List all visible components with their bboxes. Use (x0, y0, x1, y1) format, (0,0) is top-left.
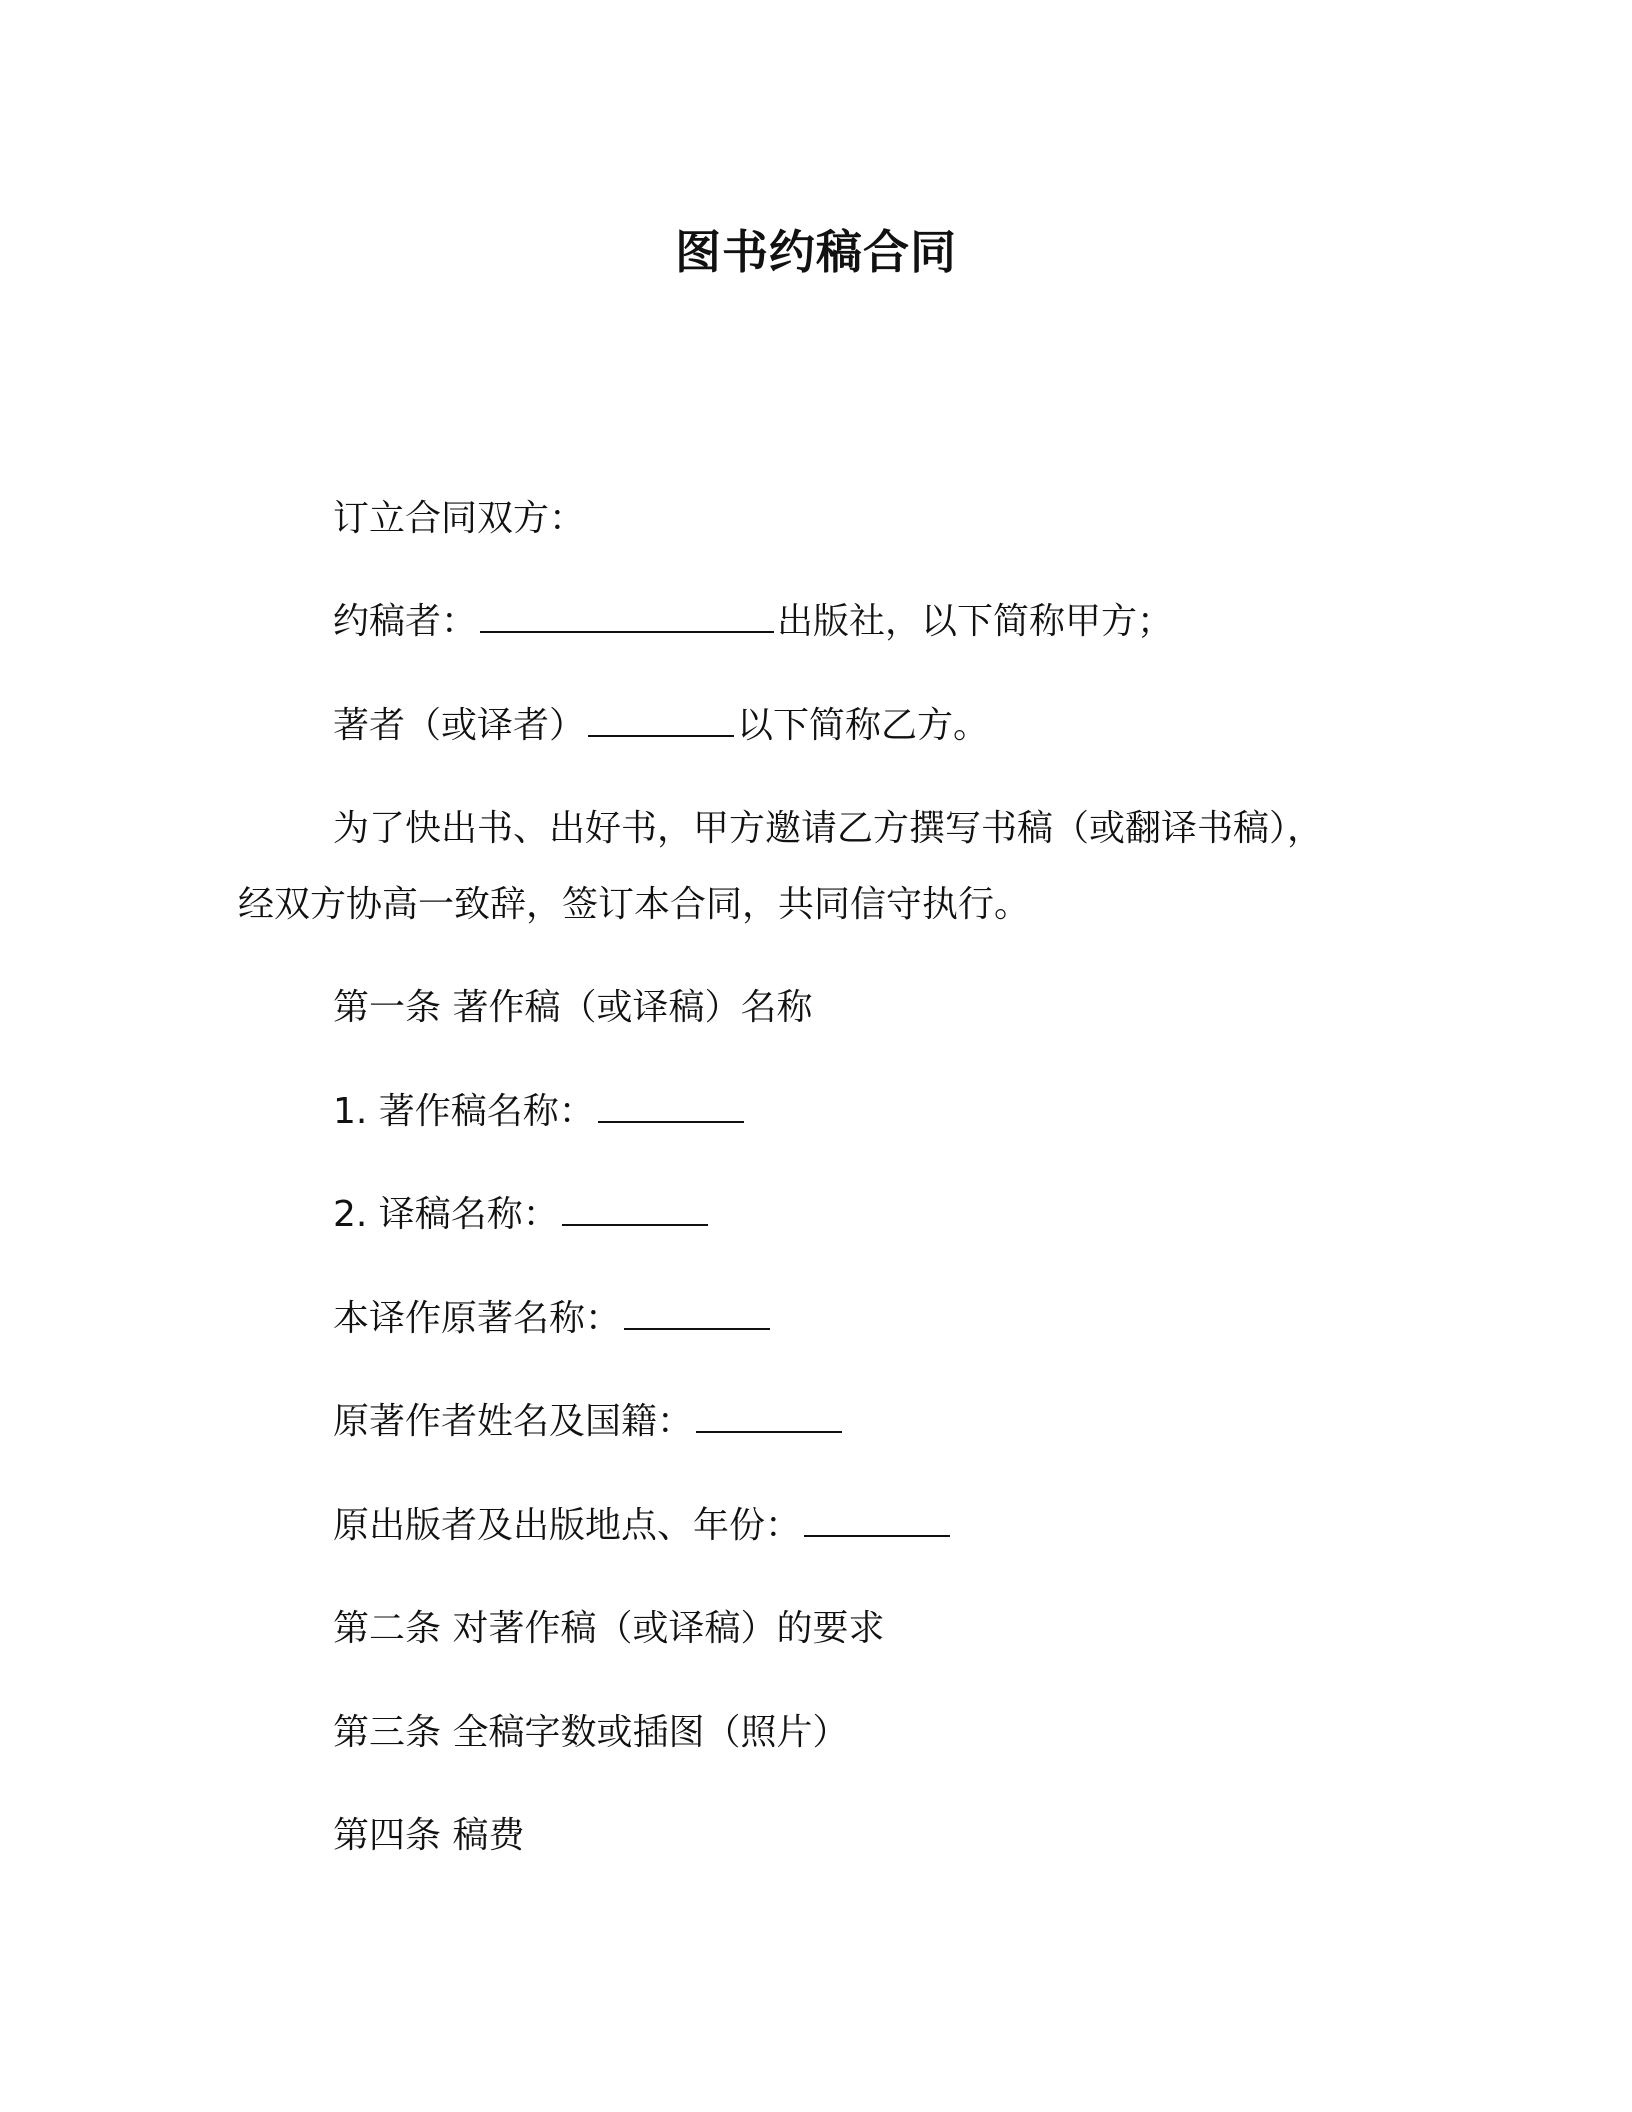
intro-line-1: 为了快出书、出好书，甲方邀请乙方撰写书稿（或翻译书稿）， (333, 808, 1324, 849)
article-1-item-2 (333, 1191, 711, 1239)
original-publisher-line (333, 1502, 953, 1550)
party-b-line (333, 702, 989, 750)
original-author-blank (696, 1399, 842, 1433)
original-author-label: 原著作者姓名及国籍： (333, 1401, 694, 1442)
intro-line-2: 经双方协高一致辞，签订本合同，共同信守执行。 (238, 884, 1031, 925)
item-1-label: 1. 著作稿名称： (333, 1091, 595, 1132)
document-title: 图书约稿合同 (675, 225, 957, 279)
original-publisher-label: 原出版者及出版地点、年份： (333, 1505, 802, 1546)
item-2-label: 2. 译稿名称： (333, 1194, 559, 1235)
article-4-heading: 第四条 稿费 (333, 1815, 525, 1856)
original-publisher-blank (804, 1503, 950, 1537)
original-title-line (333, 1295, 773, 1343)
item-1-blank (598, 1089, 744, 1123)
party-a-line (333, 598, 1173, 646)
original-title-label: 本译作原著名称： (333, 1298, 622, 1339)
party-a-prefix: 约稿者： (333, 601, 478, 642)
party-b-prefix: 著者（或译者） (333, 705, 586, 746)
parties-heading: 订立合同双方： (333, 498, 586, 539)
party-a-suffix: 出版社，以下简称甲方； (777, 601, 1174, 642)
article-3-heading: 第三条 全稿字数或插图（照片） (333, 1712, 849, 1753)
article-1-item-1 (333, 1088, 747, 1136)
original-author-line (333, 1398, 845, 1446)
original-title-blank (624, 1296, 770, 1330)
article-1-heading: 第一条 著作稿（或译稿）名称 (333, 987, 813, 1028)
article-2-heading: 第二条 对著作稿（或译稿）的要求 (333, 1608, 885, 1649)
party-a-blank (480, 599, 774, 633)
item-2-blank (562, 1192, 708, 1226)
party-b-blank (588, 703, 734, 737)
party-b-suffix: 以下简称乙方。 (737, 705, 990, 746)
